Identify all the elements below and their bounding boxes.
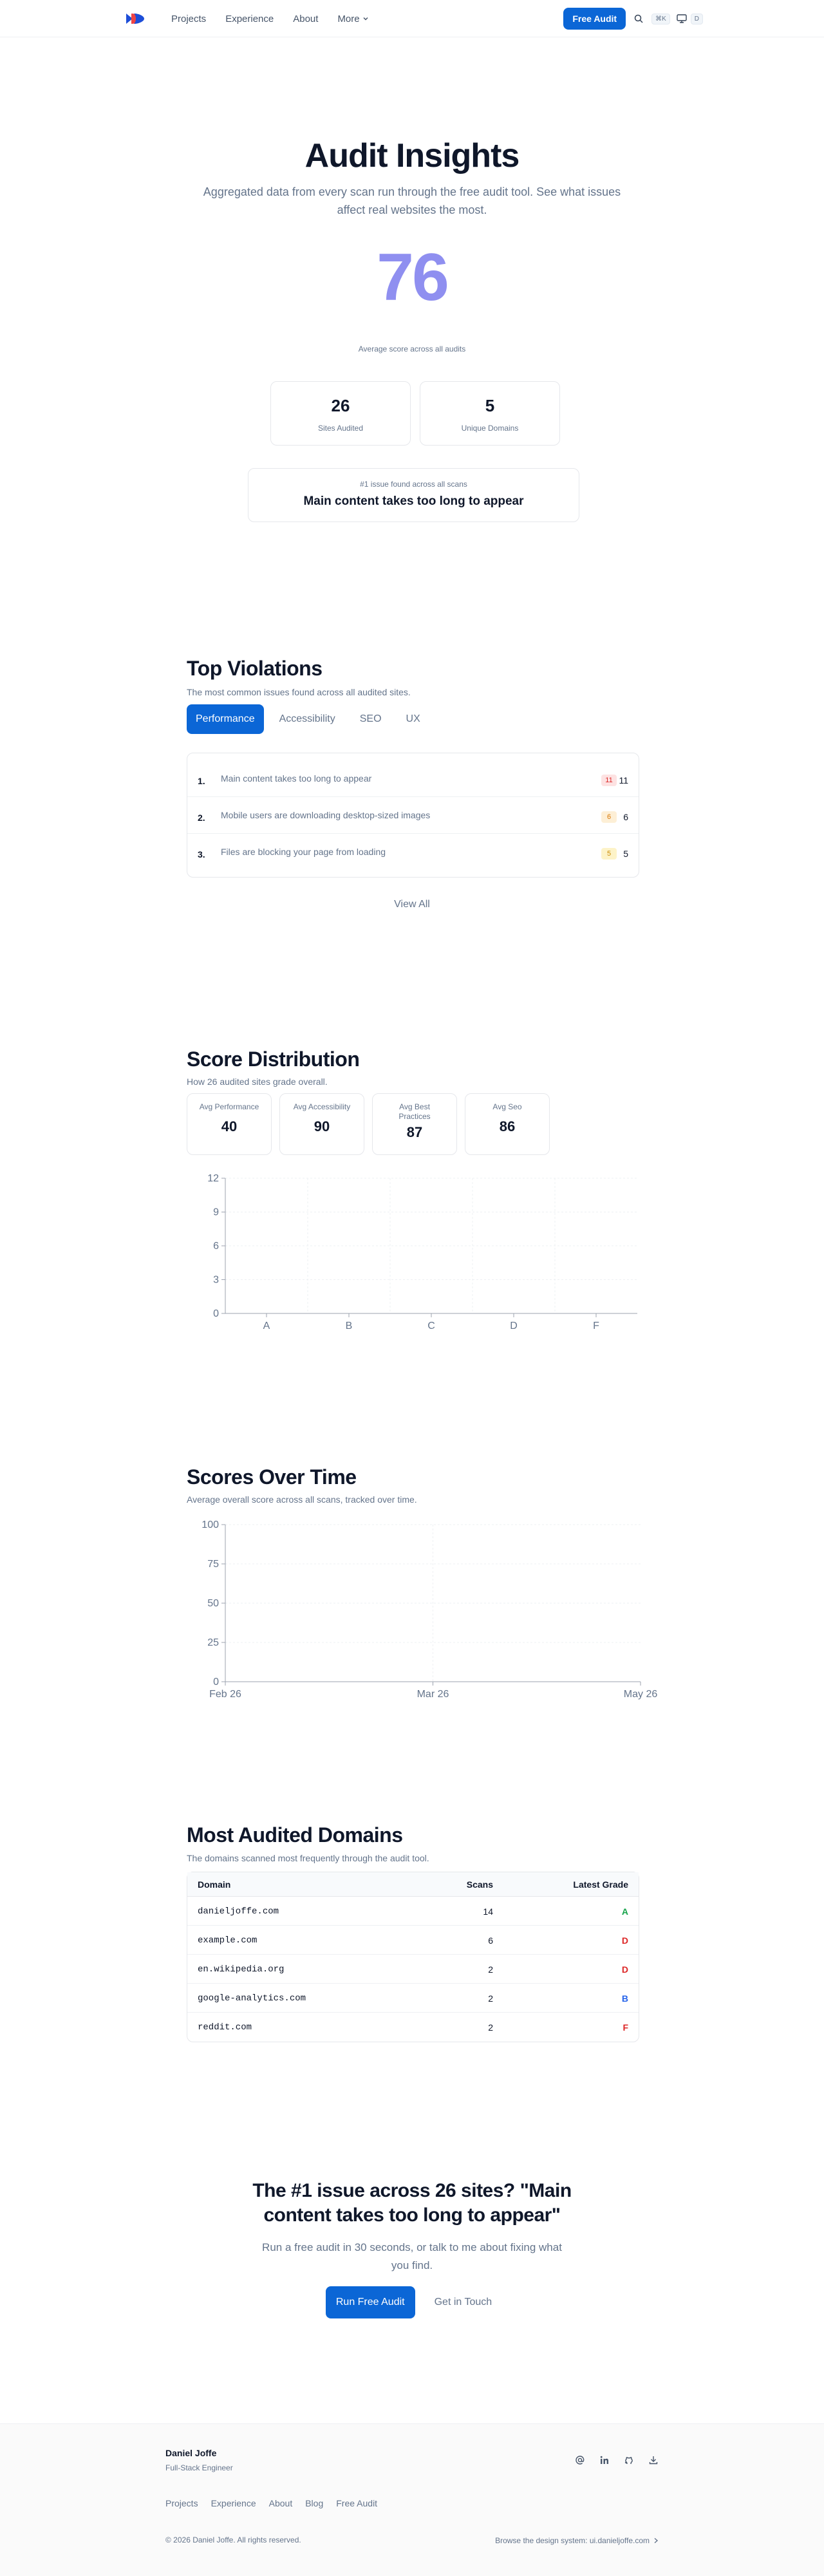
violation-rank: 3. [198,849,205,860]
violation-tabs [187,704,429,734]
grade-cell: A [621,1906,628,1917]
grade-cell: D [621,1935,628,1946]
avg-seo-card [465,1093,550,1155]
stat-label: Sites Audited [317,424,364,433]
domains-title: Most Audited Domains [187,1823,403,1847]
column-domain: Domain [198,1879,231,1890]
header-actions [563,8,703,30]
nav-more-label: More [337,13,360,24]
domain-cell: en.wikipedia.org [198,1964,285,1975]
table-row [187,1926,639,1955]
footer-link-about[interactable]: About [268,2498,293,2508]
domain-cell: reddit.com [198,2022,252,2033]
cta-actions [0,2286,824,2318]
avg-best-practices-card [372,1093,457,1155]
x-tick-label: Feb 26 [209,1689,241,1700]
footer-role: Full-Stack Engineer [165,2463,233,2472]
cta-title: The #1 issue across 26 sites? "Main content takes too long to appear" [252,2180,572,2226]
over-time-subtitle: Average overall score across all scans, tracked over time. [187,1494,417,1505]
site-header [0,0,824,37]
main-nav [171,0,369,37]
avg-value: 90 [314,1118,330,1134]
copyright: © 2026 Daniel Joffe. All rights reserved. [165,2535,301,2544]
search-shortcut: ⌘K [651,14,670,24]
tab-performance[interactable]: Performance [187,704,264,734]
top-issue-card [248,468,579,522]
search-icon [634,14,643,23]
avg-label: Avg Best Practices [398,1102,431,1121]
y-tick-label: 25 [207,1637,219,1648]
x-tick-label: F [593,1321,599,1331]
scans-cell: 6 [488,1935,493,1946]
linkedin-icon[interactable] [599,2455,610,2465]
design-system-label: Browse the design system: ui.danieljoffe.com [495,2536,650,2545]
nav-about[interactable]: About [293,13,319,24]
theme-toggle[interactable] [677,14,703,24]
y-tick-label: 6 [213,1241,219,1252]
chevron-down-icon [362,15,369,22]
violations-list [187,753,639,878]
footer-link-free-audit[interactable]: Free Audit [336,2498,378,2508]
avg-value: 40 [221,1118,238,1134]
violation-count: 5 [623,849,628,859]
violations-title: Top Violations [187,657,323,680]
x-tick-label: D [510,1321,518,1331]
tab-seo[interactable]: SEO [359,713,382,724]
y-tick-label: 0 [213,1677,219,1688]
stat-sites-audited [270,381,411,446]
y-tick-label: 50 [207,1598,219,1609]
violations-subtitle: The most common issues found across all audited sites. [187,687,411,697]
distribution-subtitle: How 26 audited sites grade overall. [187,1076,328,1087]
scans-cell: 14 [483,1906,493,1917]
domains-subtitle: The domains scanned most frequently through the audit tool. [187,1853,429,1863]
list-item[interactable] [187,797,639,834]
page-title: Audit Insights [304,137,520,174]
table-header [187,1872,639,1897]
y-tick-label: 0 [213,1308,219,1319]
cta-subtitle: Run a free audit in 30 seconds, or talk to me about fixing what you find. [262,2241,562,2271]
avg-label: Avg Seo [492,1102,522,1111]
severity-badge: 6 [601,811,617,823]
view-all-button[interactable]: View All [394,899,430,910]
nav-experience[interactable]: Experience [225,13,274,24]
violation-count: 11 [619,775,628,785]
scores-over-time-chart [187,1513,658,1700]
page-subtitle: Aggregated data from every scan run through the free audit tool. See what issues affect real websites the most. [203,185,621,216]
violation-count: 6 [623,812,628,822]
stat-value: 5 [485,396,495,415]
domain-cell: google-analytics.com [198,1993,306,2004]
table-row [187,2013,639,2042]
download-icon[interactable] [648,2455,659,2465]
domains-table [187,1872,639,2042]
scans-cell: 2 [488,2022,493,2033]
at-sign-icon[interactable] [575,2455,585,2465]
table-row [187,1897,639,1926]
chevron-right-icon [653,2537,659,2544]
x-tick-label: C [427,1321,435,1331]
scans-cell: 2 [488,1993,493,2004]
violation-text: Files are blocking your page from loading [221,847,386,857]
nav-more[interactable] [337,14,368,24]
violation-text: Main content takes too long to appear [221,773,372,784]
footer-name: Daniel Joffe [165,2448,217,2458]
footer-social [575,2455,659,2465]
distribution-title: Score Distribution [187,1048,360,1071]
site-footer [0,2423,824,2576]
get-in-touch-button[interactable]: Get in Touch [434,2297,492,2308]
table-row [187,1984,639,2013]
tab-accessibility[interactable]: Accessibility [279,713,335,724]
violation-text: Mobile users are downloading desktop-sized images [221,810,431,820]
y-tick-label: 12 [207,1173,219,1184]
top-issue-text: Main content takes too long to appear [303,494,524,508]
x-tick-label: A [263,1321,270,1331]
monitor-icon [677,14,687,23]
y-tick-label: 9 [213,1207,219,1218]
search-button[interactable] [632,12,645,25]
grade-cell: F [623,2022,628,2033]
top-issue-label: #1 issue found across all scans [360,480,467,489]
list-item[interactable] [187,760,639,797]
avg-label: Avg Performance [199,1102,259,1111]
violation-rank: 1. [198,776,205,786]
x-tick-label: B [345,1321,353,1331]
table-row [187,1955,639,1984]
list-item[interactable] [187,834,639,870]
x-tick-label: Mar 26 [417,1689,449,1700]
logo-icon[interactable] [126,12,145,25]
footer-link-projects[interactable]: Projects [165,2498,198,2508]
avg-value: 87 [406,1124,423,1140]
grade-cell: B [621,1993,628,2004]
stat-unique-domains [420,381,560,446]
run-free-audit-button[interactable]: Run Free Audit [326,2286,415,2318]
footer-links [165,2498,377,2508]
domain-cell: danieljoffe.com [198,1906,279,1917]
avg-accessibility-card [279,1093,364,1155]
github-icon[interactable] [624,2455,634,2465]
stat-label: Unique Domains [461,424,519,433]
average-score: 76 [377,240,447,315]
average-score-caption: Average score across all audits [358,344,466,353]
scans-cell: 2 [488,1964,493,1975]
x-tick-label: May 26 [623,1689,658,1700]
y-tick-label: 75 [207,1559,219,1570]
nav-projects[interactable]: Projects [171,13,207,24]
domain-cell: example.com [198,1935,258,1946]
stat-value: 26 [331,396,350,415]
theme-shortcut: D [691,14,703,24]
tab-ux[interactable]: UX [406,713,420,724]
avg-value: 86 [499,1118,516,1134]
footer-link-experience[interactable]: Experience [211,2498,256,2508]
severity-badge: 5 [601,848,617,860]
grade-cell: D [621,1964,628,1975]
table-body [187,1897,639,2042]
free-audit-button[interactable]: Free Audit [563,8,626,30]
over-time-title: Scores Over Time [187,1465,357,1489]
footer-link-blog[interactable]: Blog [305,2498,324,2508]
violation-rank: 2. [198,813,205,823]
y-tick-label: 3 [213,1274,219,1286]
design-system-link[interactable] [495,2536,659,2545]
avg-performance-card [187,1093,272,1155]
y-tick-label: 100 [201,1519,219,1530]
avg-label: Avg Accessibility [293,1102,351,1111]
column-scans: Scans [466,1879,493,1890]
severity-badge: 11 [601,775,617,786]
grade-distribution-chart [187,1172,644,1339]
column-latest-grade: Latest Grade [573,1879,628,1890]
